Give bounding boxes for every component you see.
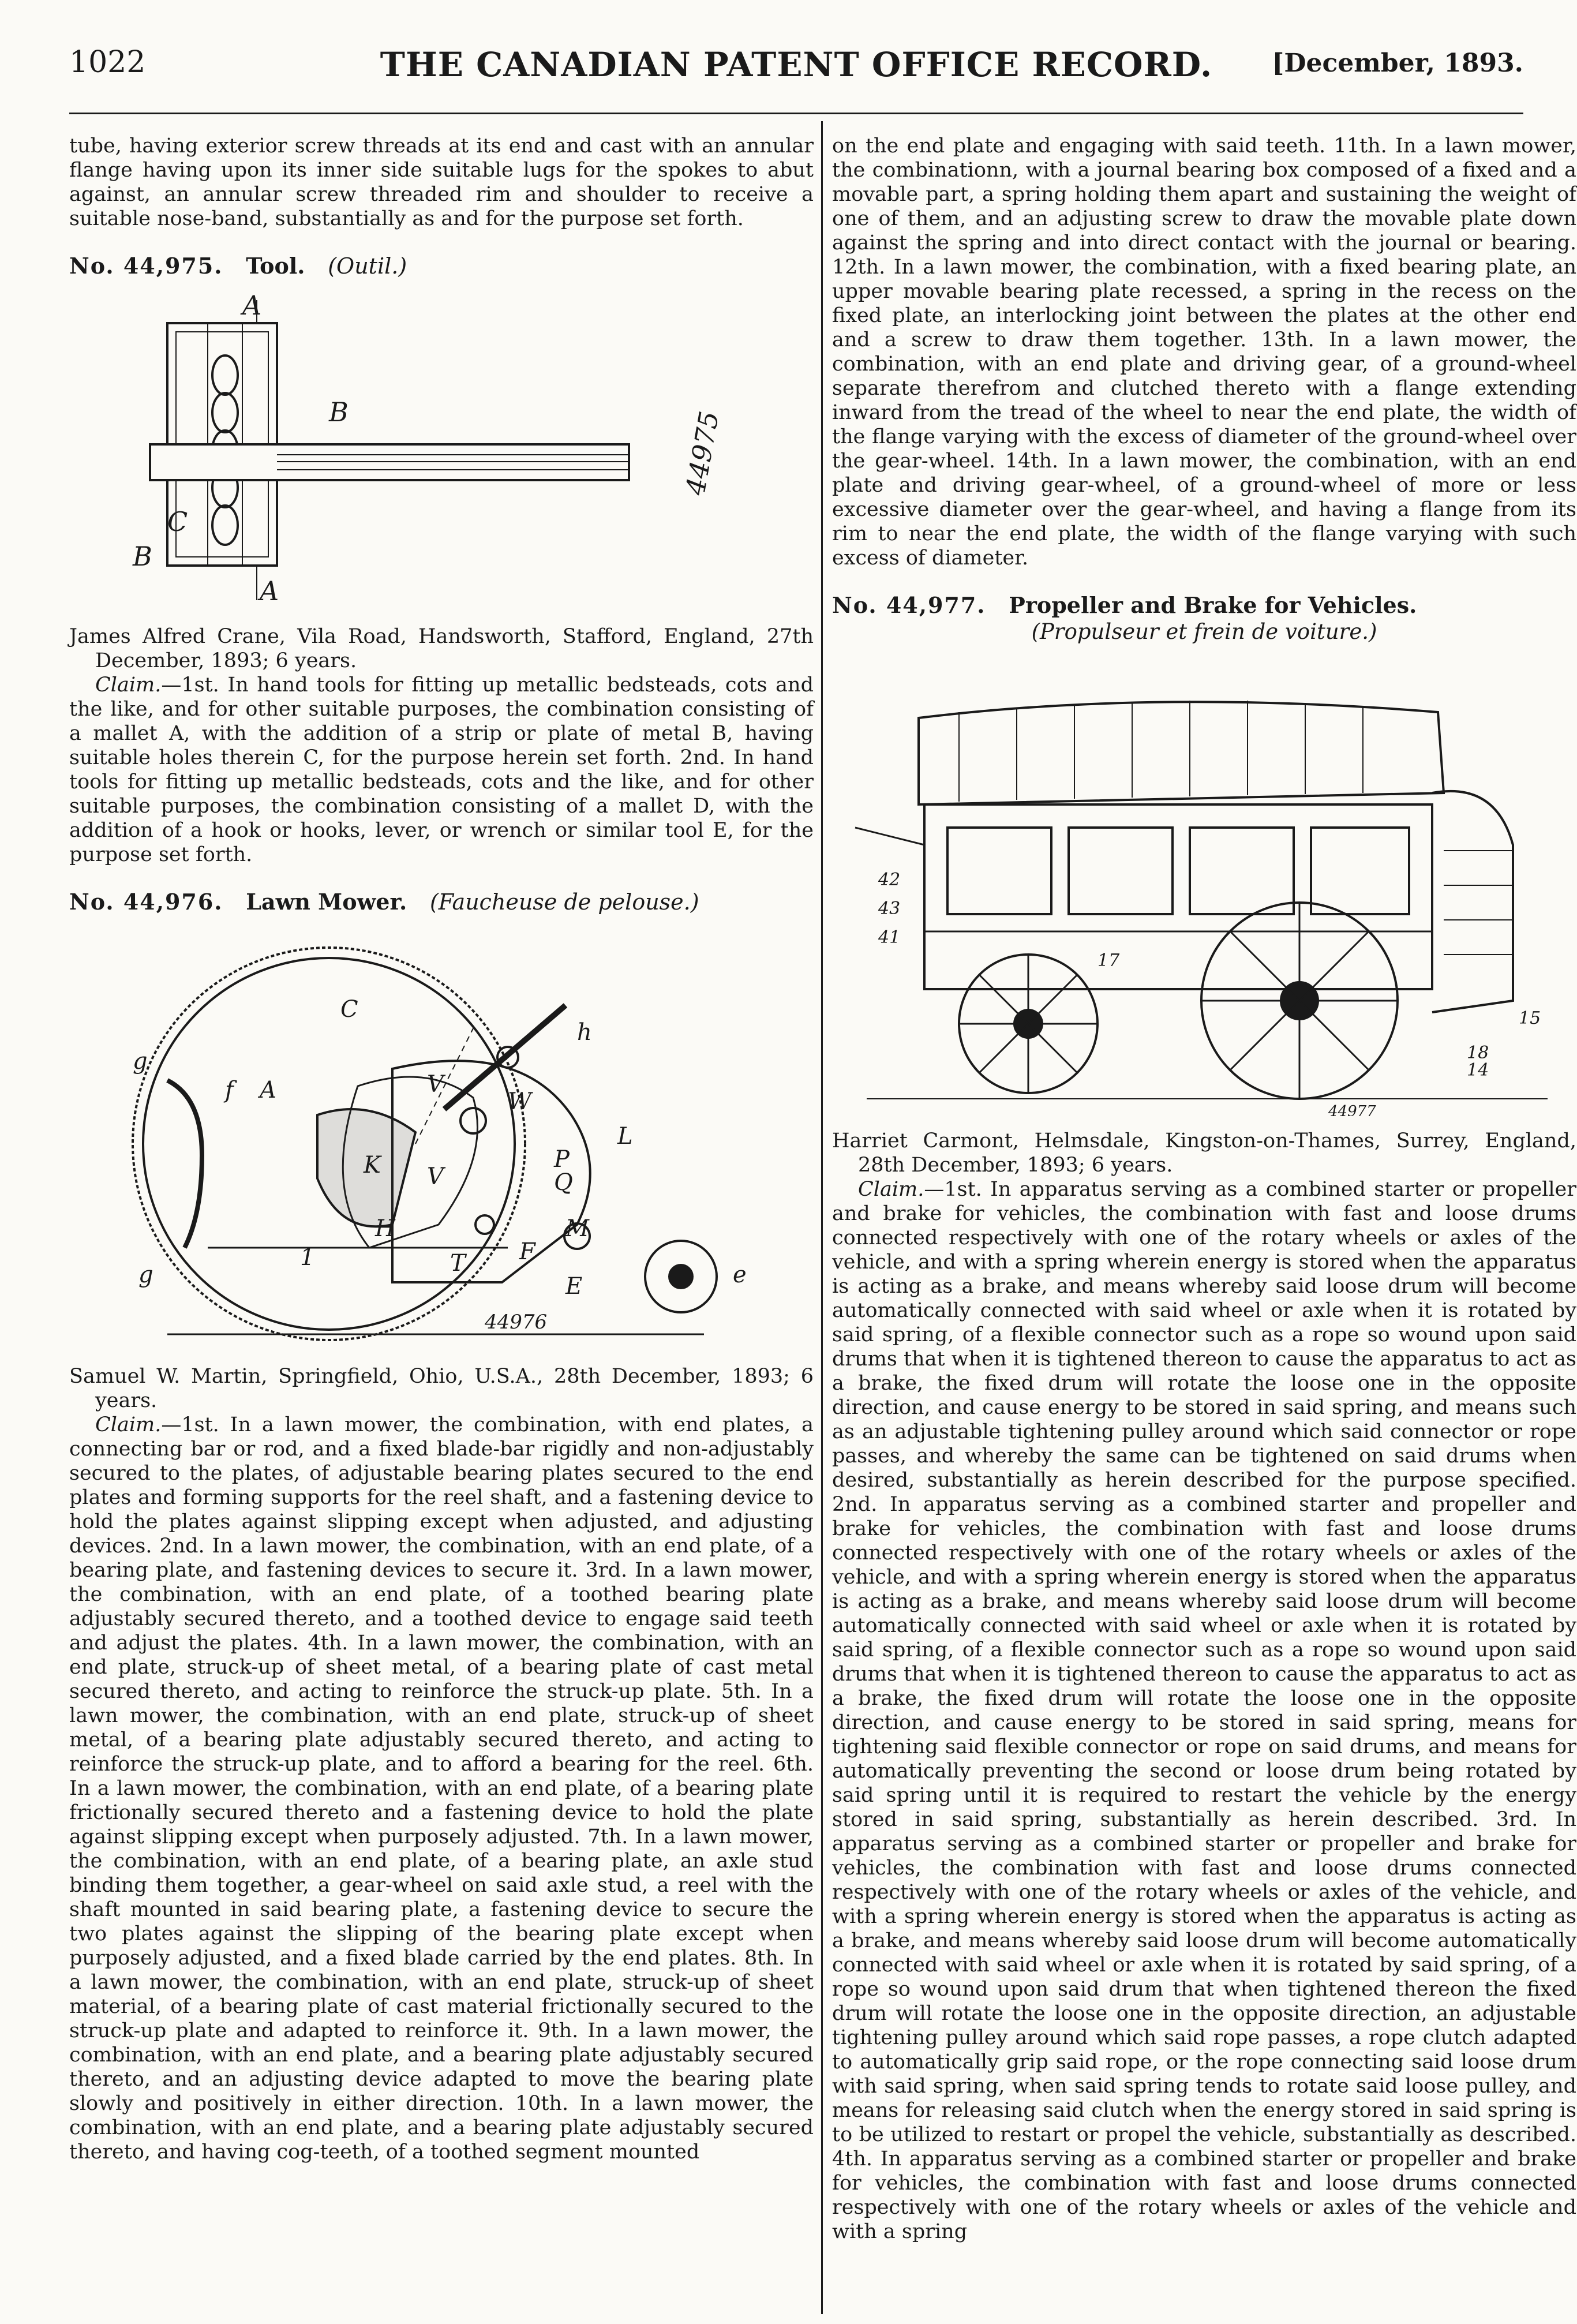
svg-text:C: C [340, 996, 358, 1023]
figure-vehicle [832, 654, 1576, 1116]
svg-text:h: h [577, 1019, 592, 1046]
svg-text:B: B [133, 541, 152, 572]
entry-french-title: (Outil.) [328, 253, 407, 279]
svg-text:41: 41 [878, 927, 901, 948]
svg-text:g: g [138, 1262, 153, 1288]
svg-text:B: B [329, 396, 349, 428]
page-header [69, 45, 1523, 91]
claim-44977 [832, 1177, 1576, 2244]
continued-text: tube, having exterior screw threads at its end and cast with an annular flange having upon its inner side suitable lugs for the spokes to abut against, an annular screw threaded rim and shoulder to receive a suitable nose-band, substantially as and for the purpose set forth. [69, 134, 814, 230]
svg-text:A: A [260, 575, 279, 607]
svg-text:14: 14 [1467, 1060, 1489, 1080]
running-title: THE CANADIAN PATENT OFFICE RECORD. [380, 45, 1213, 84]
svg-text:V: V [427, 1163, 444, 1190]
svg-text:18: 18 [1467, 1043, 1489, 1063]
svg-text:1: 1 [300, 1244, 315, 1271]
figure-number-label: 44975 [679, 409, 725, 497]
entry-heading-44977 [832, 593, 1576, 618]
entry-title: Tool. [246, 253, 305, 279]
svg-text:43: 43 [878, 899, 901, 919]
column-divider [821, 121, 823, 2314]
continued-text: on the end plate and engaging with said teeth. 11th. In a lawn mower, the combinationn, with a journal bearing box composed of a fixed and a movable part, a spring holding them apart and sustaining the weight of one of them, and an adjusting screw to draw the movable plate down against the spring and into direct contact with the journal or bearing. 12th. In a lawn mower, the combination, with a fixed bearing plate, an upper movable bearing plate recessed, a spring in the recess on the fixed plate, an interlocking joint between the plates at the other end and a screw to draw them together. 13th. In a lawn mower, the combination, with an end plate and driving gear, of a ground-wheel separate therefrom and clutched thereto with a flange extending inward from the tread of the wheel to near the end plate, the width of the flange varying with the excess of diameter of the ground-wheel over the gear-wheel. 14th. In a lawn mower, the combination, with an end plate and driving gear-wheel, of a ground-wheel of more or less excessive diameter over the gear-wheel, and having a flange from its rim to near the end plate, the width of the flange varying with such excess of diameter. [832, 134, 1576, 570]
applicant-44977: Harriet Carmont, Helmsdale, Kingston-on-Thames, Surrey, England, 28th December, 1893; 6 years. [832, 1129, 1576, 1177]
entry-heading-44975 [69, 254, 814, 278]
entry-heading-44976 [69, 890, 814, 914]
applicant-44976: Samuel W. Martin, Springfield, Ohio, U.S.A., 28th December, 1893; 6 years. [69, 1365, 814, 1412]
claim-lead: Claim. [95, 1413, 162, 1436]
svg-text:17: 17 [1097, 950, 1120, 971]
entry-number: No. 44,976. [69, 889, 223, 915]
header-rule [69, 113, 1523, 114]
svg-text:15: 15 [1519, 1008, 1541, 1028]
svg-text:C: C [167, 506, 188, 537]
svg-text:f: f [225, 1077, 234, 1103]
entry-number: No. 44,977. [832, 592, 986, 618]
svg-text:g: g [133, 1048, 148, 1075]
claim-44975 [69, 673, 814, 867]
figure-number-label: 44977 [1328, 1103, 1376, 1116]
svg-text:V: V [427, 1071, 444, 1098]
svg-text:P: P [554, 1146, 570, 1173]
claim-text: —1st. In a lawn mower, the combination, with end plates, a connecting bar or rod, and a fixed blade-bar rigidly and non-adjustably secured to the plates, of adjustable bearing plates secured to the end plates and forming supports for the reel shaft, and a fastening device to hold the plates against slipping except when adjusted, and adjusting devices. 2nd. In a lawn mower, the combination, with an end plate, of a bearing plate, and fastening devices to secure it. 3rd. In a lawn mower, the combination, with an end plate, of a toothed bearing plate adjustably secured thereto, and a toothed device to engage said teeth and adjust the plates. 4th. In a lawn mower, the combination, with an end plate, struck-up of sheet metal, of a bearing plate of cast metal secured thereto, and acting to reinforce the struck-up plate. 5th. In a lawn mower, the combination, with an end plate, struck-up of sheet metal, of a bearing plate adjustably secured thereto, and acting to reinforce the struck-up plate, and to afford a bearing for the reel. 6th. In a lawn mower, the combination, with an end plate, of a bearing plate frictionally secured thereto and a fastening device to hold the plate against slipping except when purposely adjusted. 7th. In a lawn mower, the combination, with an end plate, of a bearing plate, an axle stud binding them together, a gear-wheel on said axle stud, a reel with the shaft mounted in said bearing plate, a fastening device to secure the two plates against the slipping of the bearing plate except when purposely adjusted, and a fixed blade carried by the end plates. 8th. In a lawn mower, the combination, with an end plate, struck-up of sheet material, of a bearing plate of cast material frictionally secured to the struck-up plate and adapted to reinforce it. 9th. In a lawn mower, the combination, with an end plate, and a bearing plate adjustably secured thereto, and an adjusting device adapted to move the bearing plate slowly and positively in either direction. 10th. In a lawn mower, the combination, with an end plate, and a bearing plate adjustably secured thereto, and having cog-teeth, of a toothed segment mounted [69, 1413, 814, 2164]
lawn-mower-drawing [69, 925, 814, 1352]
right-column [832, 134, 1576, 2244]
claim-lead: Claim. [858, 1178, 924, 1201]
svg-text:T: T [450, 1250, 466, 1277]
header-date: [December, 1893. [1272, 48, 1523, 78]
entry-title: Propeller and Brake for Vehicles. [1009, 592, 1417, 618]
svg-text:F: F [519, 1238, 535, 1265]
claim-lead: Claim. [95, 673, 162, 697]
svg-text:W: W [508, 1088, 532, 1115]
svg-text:42: 42 [878, 870, 901, 890]
left-column [69, 134, 814, 2164]
entry-title: Lawn Mower. [246, 889, 407, 915]
entry-number: No. 44,975. [69, 253, 223, 279]
svg-text:H: H [375, 1215, 395, 1242]
page-number: 1022 [69, 45, 146, 80]
svg-text:A: A [260, 1077, 276, 1103]
figure-tool [69, 289, 814, 612]
svg-text:Q: Q [554, 1169, 573, 1196]
claim-text: —1st. In apparatus serving as a combined starter or propeller and brake for vehicles, the combination with fast and loose drums connected respectively with one of the rotary wheels or axles of the vehicle, and with a spring wherein energy is stored when the apparatus is acting as a brake, and means whereby said loose drum will become automatically connected with said wheel or axle when it is rotated by said spring, of a flexible connector such as a rope so wound upon said drums that when it is tightened thereon to cause the apparatus to act as a brake, the fixed drum will rotate the loose one in the opposite direction, and cause energy to be stored in said spring, and means such as an adjustable tightening pulley around which said connector or rope passes, and whereby the same can be tightened on said drums when desired, substantially as herein described for the purpose specified. 2nd. In apparatus serving as a combined starter and propeller and brake for vehicles, the combination with fast and loose drums connected respectively with one of the rotary wheels or axles of the vehicle, and with a spring wherein energy is stored when the apparatus is acting as a brake, and means whereby said loose drum will become automatically connected with said wheel or axle when it is rotated by said spring, of a flexible connector such as a rope so wound upon said drums that when it is tightened thereon to cause the apparatus to act as a brake, the fixed drum will rotate the loose one in the opposite direction, and cause energy to be stored in said spring, means for tightening said flexible connector or rope on said drums, and means for automatically preventing the second or loose drum being rotated by said spring until it is required to restart the vehicle by the energy stored in said spring, substantially as herein described. 3rd. In apparatus serving as a combined starter or propeller and brake for vehicles, the combination with fast and loose drums connected respectively with one of the rotary wheels or axles of the vehicle, and with a spring wherein energy is stored when the apparatus is acting as a brake, and means whereby said loose drum will become automatically connected with said wheel or axle when it is rotated by said spring, of a rope so wound upon said drum that when tightened thereon the fixed drum will rotate the loose one in the opposite direction, an adjustable tightening pulley around which said rope passes, a rope clutch adapted to automatically grip said rope, or the rope connecting said loose drum with said spring, when said spring tends to rotate said loose pulley, and means for releasing said clutch when the energy stored in said spring is to be utilized to restart or propel the vehicle, substantially as described. 4th. In apparatus serving as a combined starter or propeller and brake for vehicles, the combination with fast and loose drums connected respectively with one of the rotary wheels or axles of the vehicle and with a spring [832, 1178, 1576, 2243]
entry-french-title: (Propulseur et frein de voiture.) [1031, 619, 1377, 644]
svg-text:L: L [617, 1123, 633, 1150]
tool-drawing [69, 289, 814, 612]
svg-text:A: A [242, 290, 262, 321]
figure-number-label: 44976 [485, 1311, 548, 1334]
vehicle-drawing [832, 654, 1576, 1116]
claim-text: —1st. In hand tools for fitting up metallic bedsteads, cots and the like, and for other suitable purposes, the combination consisting of a mallet A, with the addition of a strip or plate of metal B, having suitable holes therein C, for the purpose herein set forth. 2nd. In hand tools for fitting up metallic bedsteads, cots and the like, and for other suitable purposes, the combination consisting of a mallet D, with the addition of a hook or hooks, lever, or wrench or similar tool E, for the purpose set forth. [69, 673, 814, 866]
entry-french-title: (Faucheuse de pelouse.) [429, 889, 699, 915]
claim-44976 [69, 1413, 814, 2164]
svg-text:M: M [565, 1215, 589, 1242]
figure-lawn-mower [69, 925, 814, 1352]
svg-text:E: E [565, 1273, 583, 1300]
applicant-44975: James Alfred Crane, Vila Road, Handsworth, Stafford, England, 27th December, 1893; 6 years. [69, 625, 814, 672]
svg-text:e: e [733, 1262, 747, 1288]
svg-text:K: K [364, 1152, 381, 1178]
